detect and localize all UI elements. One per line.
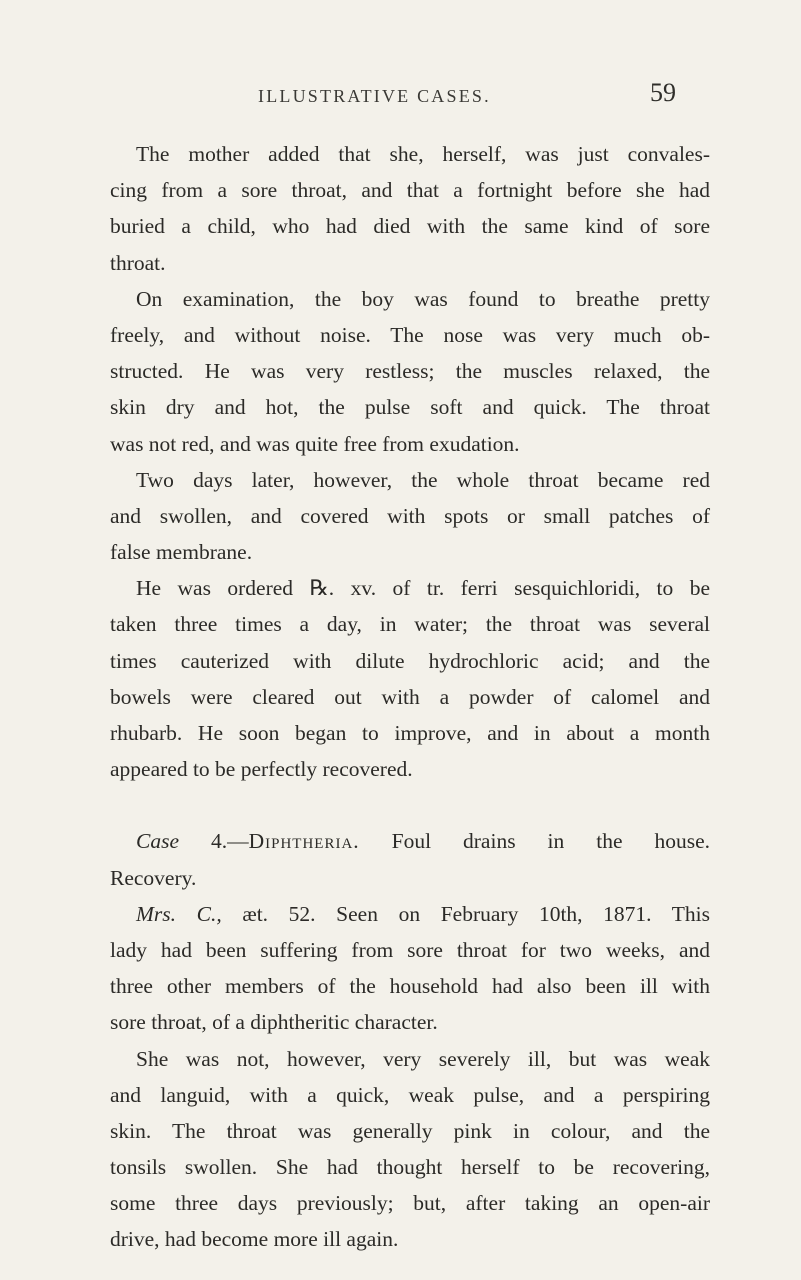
text-line: He was ordered ℞. xv. of tr. ferri sesquichloridi, to be [136,576,710,601]
text-line: sore throat, of a diphtheritic character. [110,1010,438,1035]
text-line: taken three times a day, in water; the throat was several [110,612,710,637]
case-heading-rest: Foul drains in the house. [359,829,710,854]
case-heading-line [110,823,710,859]
body-text [110,136,710,1258]
case-number: 4.— [210,829,249,854]
text-line: buried a child, who had died with the same kind of sore [110,214,710,239]
patient-name: Mrs. C., [136,901,222,926]
text-line: rhubarb. He soon began to improve, and in about a month [110,721,710,745]
text-line: lady had been suffering from sore throat for two weeks, and [110,937,710,962]
paragraph [110,136,710,281]
paragraph [110,896,710,1041]
paragraph [110,281,710,462]
text-line: and languid, with a quick, weak pulse, and a perspiring [110,1082,710,1107]
paragraph [110,570,710,787]
text-line: times cauterized with dilute hydrochloric acid; and the [110,648,710,673]
text-line: structed. He was very restless; the muscles relaxed, the [110,359,710,384]
case-disease: Diphtheria. [248,829,360,854]
text-line [110,896,710,932]
case-label: Case [136,829,179,854]
text-line: three other members of the household had also been ill with [110,974,710,999]
case-heading [110,823,710,895]
running-title: ILLUSTRATIVE CASES. [258,86,491,106]
text-line: and swollen, and covered with spots or small patches of [110,503,710,528]
text-line: The mother added that she, herself, was just convales- [136,142,710,166]
text-line: On examination, the boy was found to breathe pretty [136,286,710,311]
text-line: tonsils swollen. She had thought herself to be recovering, [110,1155,710,1180]
page-number: 59 [650,78,676,107]
text-line: Two days later, however, the whole throat became red [136,467,710,492]
text-fragment: æt. 52. Seen on February 10th, 1871. This [221,901,710,926]
text-line: bowels were cleared out with a powder of calomel and [110,684,710,709]
text-line: cing from a sore throat, and that a fortnight before she had [110,178,710,203]
text-line: drive, had become more ill again. [110,1227,399,1252]
text-line: freely, and without noise. The nose was very much ob- [110,322,710,347]
text-line: some three days previously; but, after taking an open-air [110,1191,710,1216]
text-line: skin. The throat was generally pink in colour, and the [110,1118,710,1143]
text-line: was not red, and was quite free from exudation. [110,431,520,456]
running-head [0,78,801,114]
text-line: She was not, however, very severely ill, but was weak [136,1046,710,1071]
paragraph [110,1041,710,1258]
text-line: skin dry and hot, the pulse soft and quick. The throat [110,395,710,420]
section-gap [110,787,710,823]
text-line: appeared to be perfectly recovered. [110,757,413,782]
text-line: false membrane. [110,540,253,565]
case-heading-line-2: Recovery. [110,865,197,890]
text-line: throat. [110,250,166,275]
paragraph [110,462,710,571]
